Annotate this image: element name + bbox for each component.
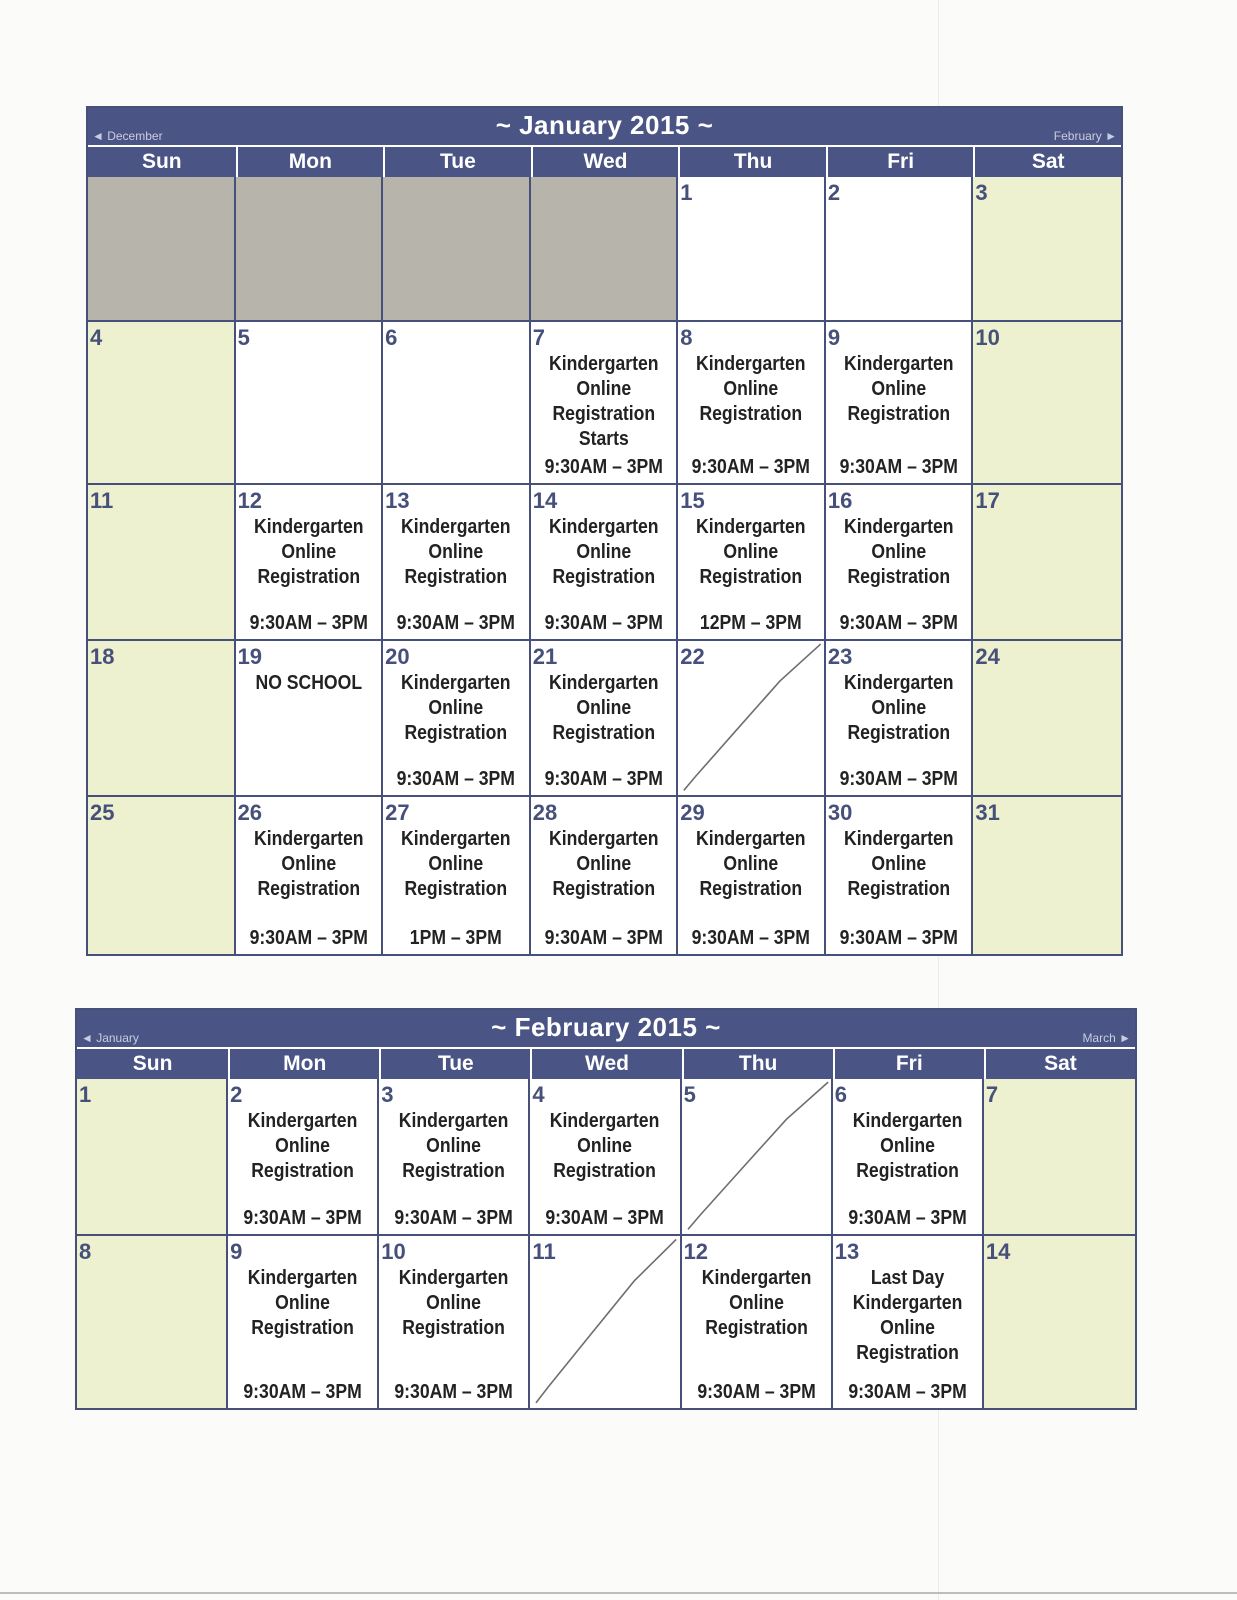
calendar-grid	[77, 1079, 1135, 1408]
event-time: 9:30AM – 3PM	[848, 1207, 967, 1229]
event-line: Online	[871, 378, 927, 400]
event-line: Registration	[251, 1317, 355, 1339]
day-number: 12	[237, 488, 263, 513]
event-time: 9:30AM – 3PM	[544, 612, 663, 634]
event-line: Kindergarten	[843, 516, 954, 538]
event-line: Online	[728, 1292, 784, 1314]
weekday-header: Sat	[973, 147, 1121, 177]
day-number: 19	[237, 644, 263, 669]
event-time: 9:30AM – 3PM	[544, 456, 663, 478]
event-time: 9:30AM – 3PM	[243, 1381, 362, 1403]
event-line: Online	[723, 853, 779, 875]
event-line: Last Day	[870, 1267, 944, 1289]
event-line: Registration	[402, 1317, 506, 1339]
day-cell[interactable]	[88, 797, 236, 954]
prev-month-link[interactable]: ◄ January	[81, 1031, 139, 1045]
day-cell[interactable]	[984, 1079, 1135, 1236]
event-text	[687, 827, 815, 902]
event-line: Kindergarten	[401, 516, 511, 538]
day-cell[interactable]	[88, 641, 236, 797]
event-line: Starts	[578, 428, 629, 450]
day-number: 26	[237, 800, 263, 825]
day-cell[interactable]	[826, 322, 974, 485]
day-number: 25	[90, 800, 115, 825]
calendar-header	[88, 108, 1121, 147]
event-line: NO SCHOOL	[255, 672, 362, 694]
event-line: Kindergarten	[401, 672, 511, 694]
event-time: 9:30AM – 3PM	[691, 927, 811, 949]
event-line: Registration	[699, 878, 803, 900]
day-number: 2	[230, 1082, 243, 1107]
weekday-header: Mon	[228, 1049, 379, 1079]
event-line: Kindergarten	[253, 516, 364, 538]
event-line: Kindergarten	[399, 1110, 509, 1132]
event-line: Registration	[404, 878, 508, 900]
event-text	[388, 1109, 519, 1184]
page-bottom-rule	[0, 1592, 1237, 1594]
event-time: 9:30AM – 3PM	[249, 927, 368, 949]
day-number: 4	[90, 325, 103, 350]
day-cell[interactable]	[88, 322, 236, 485]
event-line: Registration	[855, 1342, 959, 1364]
day-number: 16	[827, 488, 853, 513]
day-number: 21	[532, 644, 558, 669]
day-number: 1	[79, 1082, 92, 1107]
day-number: 17	[975, 488, 1000, 513]
day-number: 31	[975, 800, 1000, 825]
event-line: Registration	[404, 722, 508, 744]
day-cell[interactable]	[826, 797, 974, 954]
day-number: 18	[90, 644, 115, 669]
event-time: 9:30AM – 3PM	[839, 612, 958, 634]
event-line: Registration	[552, 403, 655, 425]
event-line: Registration	[847, 566, 950, 588]
event-line: Registration	[847, 878, 950, 900]
weekday-header: Tue	[383, 147, 531, 177]
day-number: 5	[683, 1082, 696, 1107]
day-number: 9	[827, 325, 841, 350]
event-text	[237, 1266, 368, 1341]
event-line: Kindergarten	[701, 1267, 811, 1289]
day-cell[interactable]	[228, 1079, 379, 1236]
weekday-header: Fri	[833, 1049, 984, 1079]
event-line: Online	[871, 853, 927, 875]
day-number: 6	[834, 1082, 847, 1107]
day-number: 7	[532, 325, 545, 350]
day-number: 23	[827, 644, 853, 669]
event-line: Online	[576, 697, 631, 719]
event-text	[244, 671, 372, 696]
empty-day-cell	[236, 177, 384, 322]
event-line: Kindergarten	[548, 516, 659, 538]
event-text	[687, 515, 815, 590]
event-time: 9:30AM – 3PM	[396, 612, 516, 634]
event-text	[392, 515, 520, 590]
day-cell[interactable]	[383, 322, 531, 485]
day-cell[interactable]	[678, 322, 826, 485]
day-cell[interactable]	[531, 641, 679, 797]
day-cell[interactable]	[973, 485, 1121, 641]
day-number: 5	[237, 325, 250, 350]
event-line: Online	[275, 1135, 331, 1157]
day-cell[interactable]	[236, 641, 384, 797]
event-line: Kindergarten	[852, 1110, 963, 1132]
day-number: 7	[985, 1082, 999, 1107]
event-line: Kindergarten	[253, 828, 364, 850]
pencil-slash	[684, 644, 821, 790]
event-line: Registration	[257, 566, 360, 588]
day-number: 11	[90, 488, 114, 513]
day-cell[interactable]	[682, 1079, 833, 1236]
calendar-grid	[88, 177, 1121, 954]
event-text	[244, 515, 372, 590]
event-line: Kindergarten	[548, 828, 659, 850]
event-line: Registration	[847, 403, 950, 425]
next-month-link[interactable]: March ►	[1082, 1031, 1131, 1045]
event-text	[539, 515, 667, 590]
day-cell[interactable]	[973, 177, 1121, 322]
event-line: Kindergarten	[843, 828, 954, 850]
event-time: 9:30AM – 3PM	[839, 456, 958, 478]
next-month-link[interactable]: February ►	[1053, 129, 1117, 143]
day-cell[interactable]	[383, 641, 531, 797]
calendar-title: ~ January 2015 ~	[495, 110, 714, 140]
event-line: Kindergarten	[696, 516, 806, 538]
day-number: 24	[975, 644, 1000, 669]
day-cell[interactable]	[383, 797, 531, 954]
day-cell[interactable]	[77, 1236, 228, 1408]
day-number: 14	[985, 1239, 1011, 1264]
day-cell[interactable]	[379, 1236, 530, 1408]
calendar-january-2015	[86, 106, 1123, 956]
event-line: Kindergarten	[696, 353, 806, 375]
day-number: 8	[79, 1239, 92, 1264]
event-time: 9:30AM – 3PM	[691, 456, 811, 478]
day-number: 30	[827, 800, 853, 825]
weekday-header: Thu	[682, 1049, 833, 1079]
event-line: Registration	[402, 1160, 506, 1182]
event-line: Online	[428, 541, 484, 563]
event-line: Online	[871, 697, 927, 719]
event-line: Online	[428, 853, 484, 875]
day-number: 22	[680, 644, 705, 669]
day-number: 4	[532, 1082, 545, 1107]
event-line: Kindergarten	[843, 353, 954, 375]
weekday-header: Thu	[678, 147, 826, 177]
event-text	[539, 671, 667, 746]
day-cell[interactable]	[682, 1236, 833, 1408]
event-text	[392, 671, 520, 746]
prev-month-link[interactable]: ◄ December	[92, 129, 163, 143]
day-cell[interactable]	[833, 1079, 984, 1236]
day-number: 15	[680, 488, 705, 513]
event-time: 9:30AM – 3PM	[545, 1207, 665, 1229]
event-line: Online	[280, 853, 336, 875]
event-line: Kindergarten	[843, 672, 954, 694]
day-number: 8	[680, 325, 693, 350]
day-number: 20	[385, 644, 410, 669]
event-line: Kindergarten	[548, 672, 659, 694]
event-line: Kindergarten	[548, 353, 659, 375]
day-cell[interactable]	[531, 322, 679, 485]
day-cell[interactable]	[973, 797, 1121, 954]
event-time: 9:30AM – 3PM	[394, 1381, 514, 1403]
day-number: 12	[683, 1239, 709, 1264]
day-number: 13	[834, 1239, 860, 1264]
event-line: Registration	[553, 1160, 657, 1182]
day-number: 27	[385, 800, 410, 825]
day-cell[interactable]	[678, 177, 826, 322]
weekday-header: Sat	[984, 1049, 1135, 1079]
event-time: 9:30AM – 3PM	[243, 1207, 362, 1229]
pencil-slash	[536, 1239, 676, 1402]
crossed-out-mark	[530, 1236, 679, 1408]
day-cell[interactable]	[383, 485, 531, 641]
day-number: 29	[680, 800, 705, 825]
event-time: 9:30AM – 3PM	[544, 768, 663, 790]
event-line: Kindergarten	[399, 1267, 509, 1289]
event-line: Online	[723, 378, 779, 400]
event-line: Online	[426, 1135, 482, 1157]
day-number: 11	[532, 1239, 556, 1264]
day-cell[interactable]	[678, 485, 826, 641]
event-text	[539, 827, 667, 902]
day-number: 14	[532, 488, 558, 513]
weekday-header: Wed	[531, 147, 679, 177]
day-cell[interactable]	[77, 1079, 228, 1236]
event-line: Online	[275, 1292, 331, 1314]
day-cell[interactable]	[826, 485, 974, 641]
weekday-header: Mon	[236, 147, 384, 177]
event-line: Kindergarten	[247, 1110, 358, 1132]
event-text	[835, 352, 963, 427]
event-text	[687, 352, 815, 427]
event-line: Online	[576, 378, 631, 400]
event-time: 9:30AM – 3PM	[839, 768, 958, 790]
event-time: 9:30AM – 3PM	[696, 1381, 816, 1403]
event-text	[539, 352, 667, 452]
calendar-header	[77, 1010, 1135, 1049]
event-text	[835, 515, 963, 590]
day-number: 9	[230, 1239, 243, 1264]
day-number: 3	[381, 1082, 394, 1107]
event-line: Registration	[552, 878, 655, 900]
event-time: 1PM – 3PM	[409, 927, 502, 949]
event-line: Registration	[855, 1160, 959, 1182]
event-line: Kindergarten	[401, 828, 511, 850]
day-number: 1	[680, 180, 693, 205]
event-text	[388, 1266, 519, 1341]
weekday-header: Fri	[826, 147, 974, 177]
event-line: Online	[576, 853, 631, 875]
day-number: 13	[385, 488, 410, 513]
event-time: 12PM – 3PM	[700, 612, 802, 634]
event-line: Online	[280, 541, 336, 563]
day-cell[interactable]	[530, 1079, 681, 1236]
day-number: 6	[385, 325, 398, 350]
event-line: Registration	[251, 1160, 355, 1182]
calendar-title: ~ February 2015 ~	[491, 1012, 721, 1042]
weekday-header: Sun	[132, 1052, 173, 1075]
event-time: 9:30AM – 3PM	[396, 768, 516, 790]
event-line: Kindergarten	[852, 1292, 963, 1314]
empty-day-cell	[88, 177, 236, 322]
day-cell[interactable]	[826, 177, 974, 322]
crossed-out-mark	[682, 1079, 831, 1234]
event-line: Online	[426, 1292, 482, 1314]
event-text	[244, 827, 372, 902]
weekday-header: Wed	[530, 1049, 681, 1079]
day-number: 2	[827, 180, 841, 205]
event-time: 9:30AM – 3PM	[839, 927, 958, 949]
day-cell[interactable]	[833, 1236, 984, 1408]
event-line: Online	[577, 1135, 633, 1157]
day-cell[interactable]	[379, 1079, 530, 1236]
event-text	[842, 1109, 973, 1184]
event-line: Online	[879, 1317, 935, 1339]
day-cell[interactable]	[826, 641, 974, 797]
day-cell[interactable]	[236, 485, 384, 641]
day-cell[interactable]	[973, 641, 1121, 797]
day-cell[interactable]	[236, 322, 384, 485]
event-text	[835, 827, 963, 902]
day-number: 10	[381, 1239, 406, 1264]
event-line: Online	[879, 1135, 935, 1157]
event-line: Registration	[704, 1317, 808, 1339]
day-cell[interactable]	[973, 322, 1121, 485]
pencil-slash	[688, 1082, 828, 1229]
event-line: Kindergarten	[550, 1110, 660, 1132]
event-time: 9:30AM – 3PM	[544, 927, 663, 949]
event-text	[842, 1266, 973, 1366]
day-number: 28	[532, 800, 558, 825]
event-line: Kindergarten	[247, 1267, 358, 1289]
day-cell[interactable]	[530, 1236, 681, 1408]
day-number: 10	[975, 325, 1000, 350]
day-cell[interactable]	[531, 485, 679, 641]
crossed-out-mark	[678, 641, 824, 795]
event-line: Registration	[699, 566, 803, 588]
event-line: Online	[576, 541, 631, 563]
event-line: Registration	[552, 566, 655, 588]
weekday-header: Tue	[379, 1049, 530, 1079]
event-line: Kindergarten	[696, 828, 806, 850]
day-number: 3	[975, 180, 988, 205]
calendar-february-2015	[75, 1008, 1137, 1410]
event-text	[237, 1109, 368, 1184]
event-text	[539, 1109, 670, 1184]
day-cell[interactable]	[531, 797, 679, 954]
event-text	[835, 671, 963, 746]
event-text	[392, 827, 520, 902]
event-line: Online	[723, 541, 779, 563]
day-cell[interactable]	[228, 1236, 379, 1408]
day-cell[interactable]	[678, 797, 826, 954]
event-text	[691, 1266, 822, 1341]
empty-day-cell	[383, 177, 531, 322]
day-cell[interactable]	[88, 485, 236, 641]
event-line: Registration	[404, 566, 508, 588]
event-time: 9:30AM – 3PM	[848, 1381, 967, 1403]
day-cell[interactable]	[678, 641, 826, 797]
event-line: Online	[871, 541, 927, 563]
day-cell[interactable]	[236, 797, 384, 954]
event-line: Online	[428, 697, 484, 719]
day-cell[interactable]	[984, 1236, 1135, 1408]
weekday-header: Sun	[141, 150, 182, 173]
event-time: 9:30AM – 3PM	[249, 612, 368, 634]
weekday-header-row	[88, 147, 1121, 177]
event-line: Registration	[699, 403, 803, 425]
event-line: Registration	[847, 722, 950, 744]
weekday-header-row	[77, 1049, 1135, 1079]
event-line: Registration	[257, 878, 360, 900]
empty-day-cell	[531, 177, 679, 322]
event-time: 9:30AM – 3PM	[394, 1207, 514, 1229]
event-line: Registration	[552, 722, 655, 744]
